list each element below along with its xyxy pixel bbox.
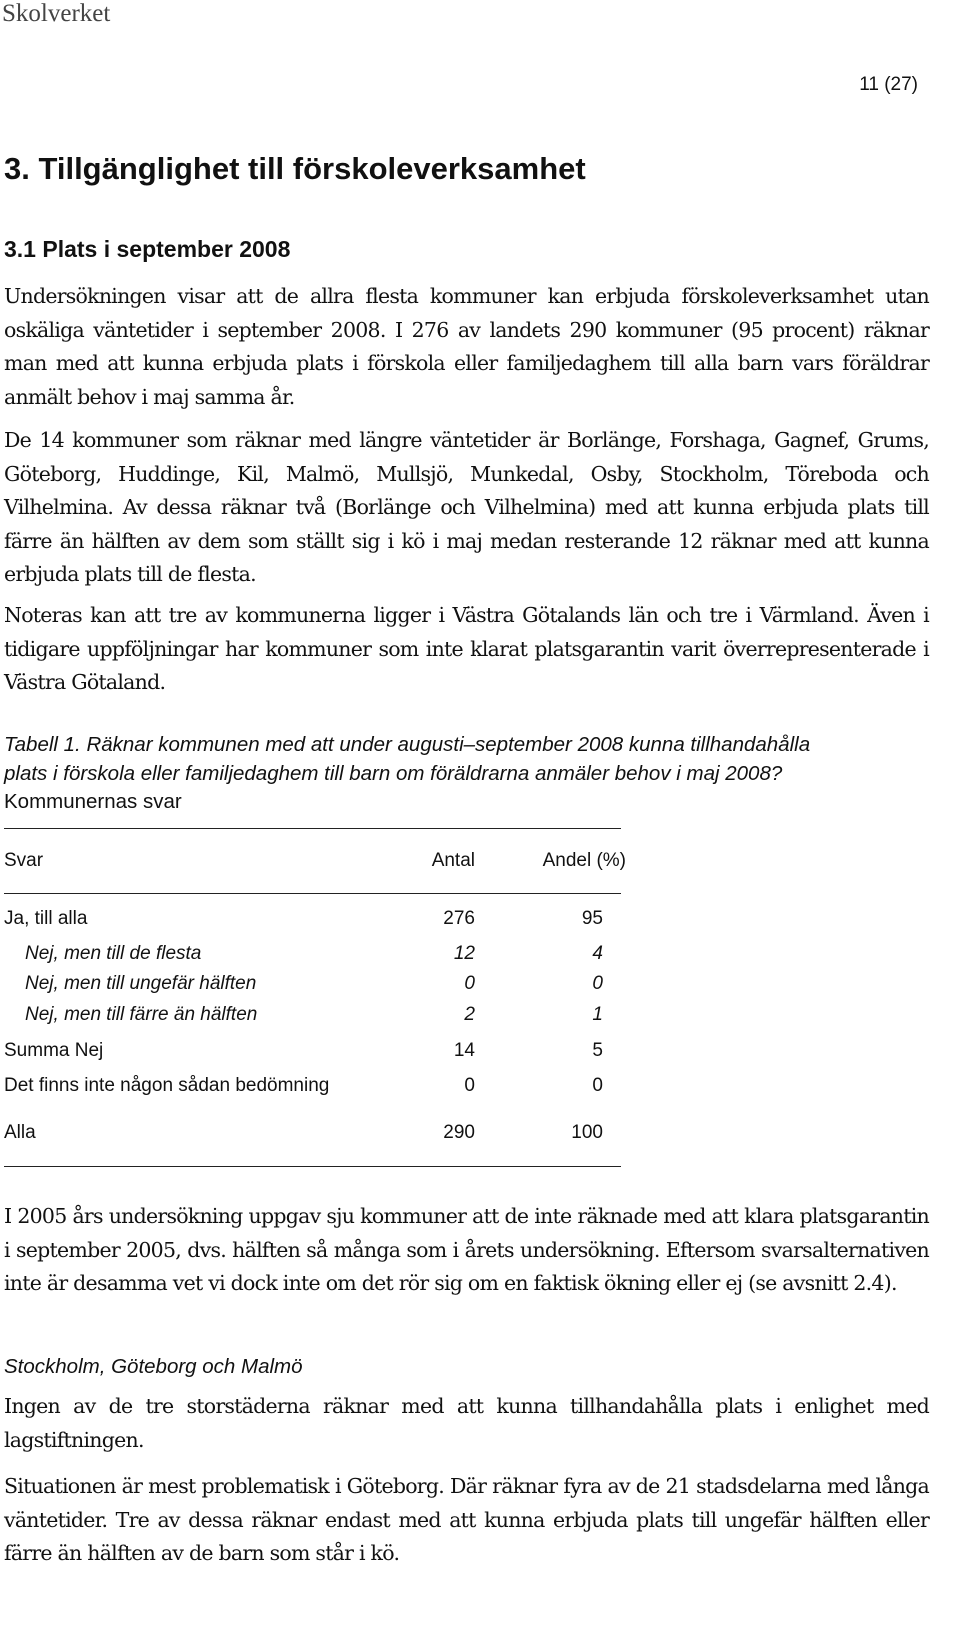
table-row-antal: 12 xyxy=(453,943,475,964)
table-row-label: Det finns inte någon sådan bedömning xyxy=(4,1075,330,1096)
table-caption-title: Tabell 1. Räknar kommunen med att under augusti–september 2008 kunna tillhandahålla plats i förskola eller familjedaghem till barn om föräldrarna anmäler behov i maj 2008? xyxy=(4,733,811,785)
table-row-andel: 0 xyxy=(592,973,603,994)
paragraph-intro: Undersökningen visar att de allra flesta kommuner kan erbjuda förskoleverksamhet utan oskäliga väntetider i september 2008. I 276 av landets 290 kommuner (95 procent) räknar man med att kunna erbjuda plats i förskola eller familjedaghem till alla barn vars föräldrar anmält behov i maj samma år. xyxy=(4,284,929,409)
table-row-andel: 95 xyxy=(581,908,603,929)
table-caption xyxy=(4,731,824,817)
table-row-andel: 5 xyxy=(592,1040,603,1061)
table-row-andel: 1 xyxy=(592,1004,603,1025)
table-header-andel: Andel (%) xyxy=(542,850,626,871)
paragraph-big-cities: Ingen av de tre storstäderna räknar med att kunna tillhandahålla plats i enlighet med lagstiftningen. xyxy=(4,1394,929,1452)
paragraph-goteborg: Situationen är mest problematisk i Göteborg. Där räknar fyra av de 21 stadsdelarna med långa väntetider. Tre av dessa räknar endast med att kunna erbjuda plats till ungefär hälften eller färre än hälften av de barn som står i kö. xyxy=(4,1474,929,1565)
table-row-antal: 2 xyxy=(464,1004,475,1025)
subsection-title: 3.1 Plats i september 2008 xyxy=(4,236,291,262)
table-row-label: Nej, men till de flesta xyxy=(25,943,202,964)
paragraph-2005-survey: I 2005 års undersökning uppgav sju kommuner att de inte räknade med att klara platsgarantin i september 2005, dvs. hälften så många som i årets undersökning. Eftersom svarsalternativen inte är desamma vet vi dock inte om det rör sig om en faktisk ökning eller ej (se avsnitt 2.4). xyxy=(4,1204,929,1295)
table-row-label: Nej, men till ungefär hälften xyxy=(25,973,257,994)
table-header-svar: Svar xyxy=(4,850,44,871)
table-row-antal: 0 xyxy=(464,1075,475,1096)
section-title: 3. Tillgänglighet till förskoleverksamhet xyxy=(4,151,586,186)
table-row-label: Alla xyxy=(4,1122,36,1143)
table-header-antal: Antal xyxy=(431,850,475,871)
table-row-antal: 276 xyxy=(443,908,475,929)
table-row-label: Nej, men till färre än hälften xyxy=(25,1004,258,1025)
paragraph-regions: Noteras kan att tre av kommunerna ligger i Västra Götalands län och tre i Värmland. Även i tidigare uppföljningar har kommuner som inte klarat platsgarantin varit överrepresenterade i Västra Götaland. xyxy=(4,603,929,694)
table-row-antal: 0 xyxy=(464,973,475,994)
table-row-antal: 290 xyxy=(443,1122,475,1143)
table-row-antal: 14 xyxy=(453,1040,475,1061)
subheading-big-cities: Stockholm, Göteborg och Malmö xyxy=(4,1355,303,1378)
organization-logo: Skolverket xyxy=(2,0,111,27)
table-row-label: Ja, till alla xyxy=(4,908,88,929)
page-number: 11 (27) xyxy=(859,74,918,95)
paragraph-municipalities: De 14 kommuner som räknar med längre väntetider är Borlänge, Forshaga, Gagnef, Grums, Göteborg, Huddinge, Kil, Malmö, Mullsjö, Munkedal, Osby, Stockholm, Töreboda och Vilhelmina. Av dessa räknar två (Borlänge och Vilhelmina) med att kunna erbjuda plats till färre än hälften av dem som ställt sig i kö i maj medan resterande 12 räknar med att kunna erbjuda plats till de flesta. xyxy=(4,428,929,586)
table-header-rule xyxy=(4,893,621,894)
table-caption-subtitle: Kommunernas svar xyxy=(4,790,182,813)
table-row-andel: 0 xyxy=(592,1075,603,1096)
table-top-rule xyxy=(4,828,621,829)
table-row-andel: 100 xyxy=(571,1122,603,1143)
table-row-label: Summa Nej xyxy=(4,1040,104,1061)
table-row-andel: 4 xyxy=(592,943,603,964)
table-bottom-rule xyxy=(4,1166,621,1167)
